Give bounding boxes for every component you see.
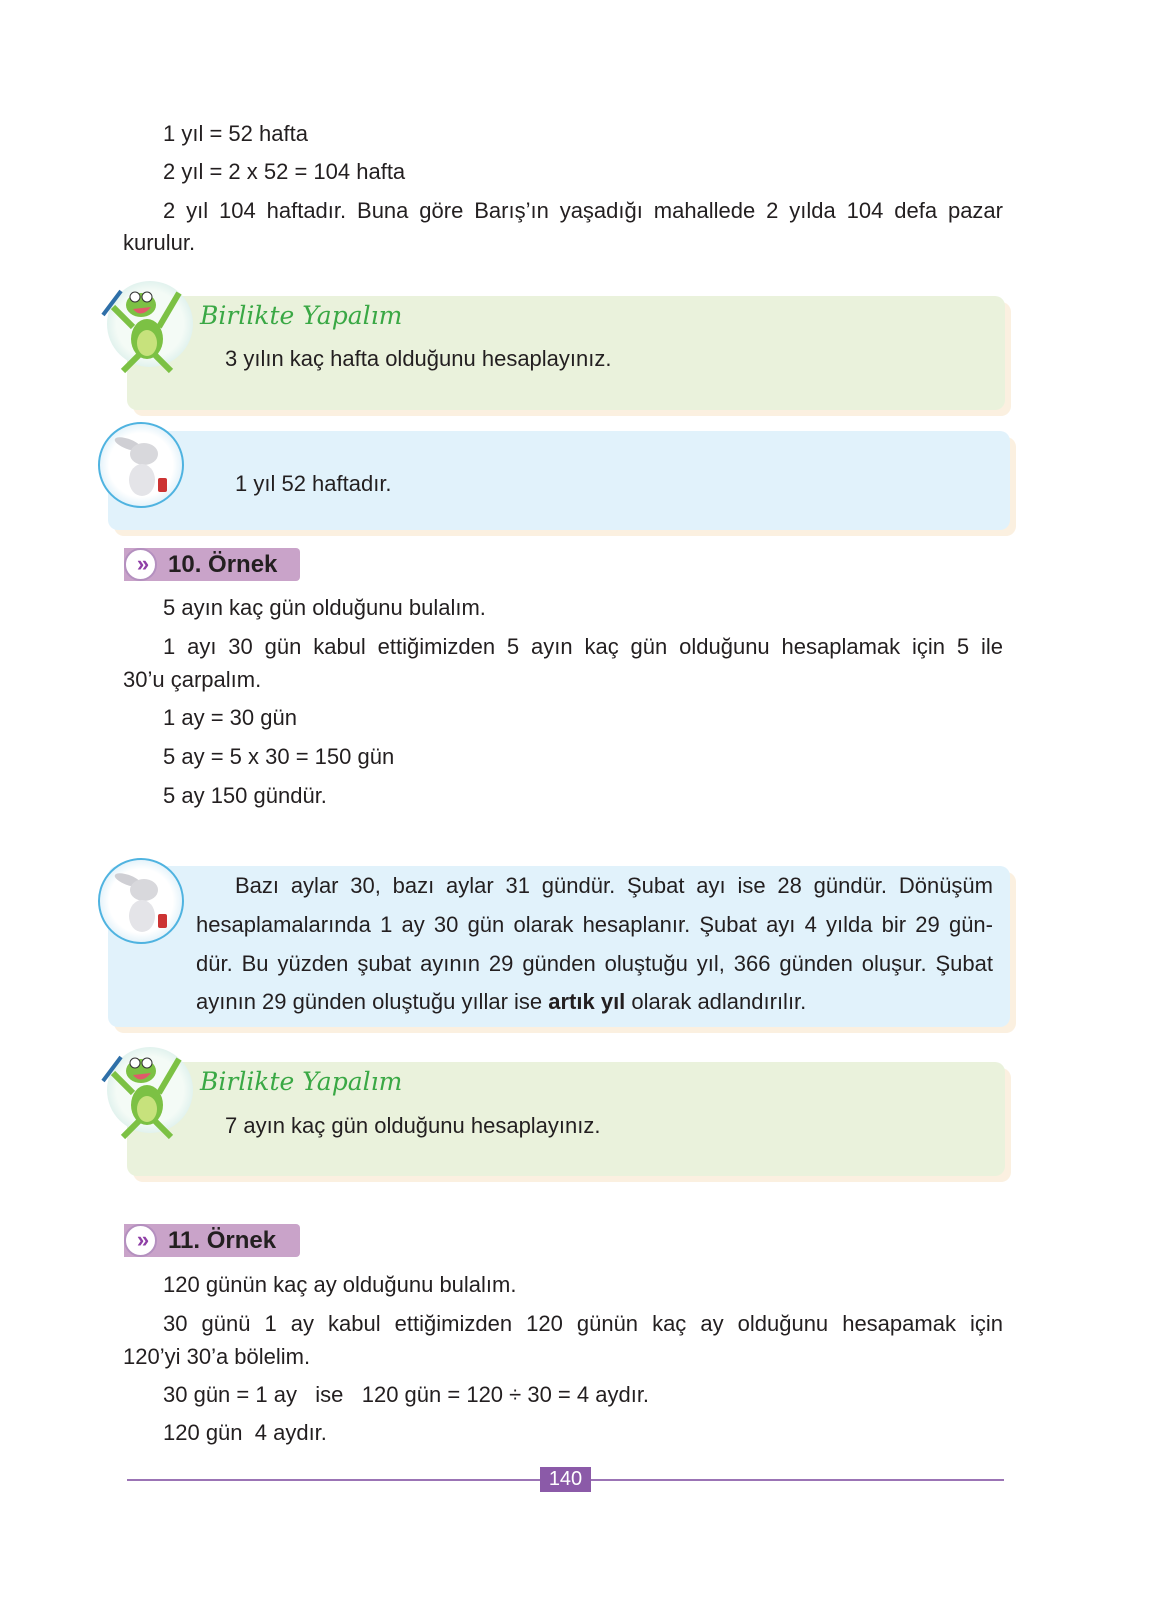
note-text: 1 yıl 52 haftadır.: [235, 471, 392, 496]
together-title: Birlikte Yapalım: [200, 301, 403, 330]
text-line: 30’u çarpalım.: [123, 667, 262, 692]
rabbit-mascot-icon: [98, 858, 184, 944]
example-badge: [124, 1224, 300, 1257]
text-line: 5 ay = 5 x 30 = 150 gün: [163, 744, 395, 769]
text-line: 2 yıl = 2 x 52 = 104 hafta: [163, 159, 406, 184]
note-line: dür. Bu yüzden şubat ayının 29 günden oluştuğu yıl, 366 günden oluşur. Şubat: [196, 951, 993, 976]
text-line: 1 yıl = 52 hafta: [163, 121, 308, 146]
note-text: ayının 29 günden oluştuğu yıllar ise: [196, 989, 549, 1014]
together-text: 7 ayın kaç gün olduğunu hesaplayınız.: [225, 1113, 601, 1138]
double-chevron-icon: »: [124, 1224, 157, 1257]
rabbit-mascot-icon: [98, 422, 184, 508]
text-line: 30 günü 1 ay kabul ettiğimizden 120 günün kaç ay olduğunu hesapamak için: [163, 1311, 1003, 1336]
together-text: 3 yılın kaç hafta olduğunu hesaplayınız.: [225, 346, 612, 371]
example-badge: [124, 548, 300, 581]
together-title: Birlikte Yapalım: [200, 1067, 403, 1096]
text-line: 2 yıl 104 haftadır. Buna göre Barış’ın yaşadığı mahallede 2 yılda 104 defa pazar: [163, 198, 1003, 223]
frog-mascot-icon: [107, 1047, 193, 1133]
frog-mascot-icon: [107, 281, 193, 367]
text-line: 1 ayı 30 gün kabul ettiğimizden 5 ayın kaç gün olduğunu hesaplamak için 5 ile: [163, 634, 1003, 659]
note-bold-term: artık yıl: [548, 989, 626, 1014]
text-line: 120 gün 4 aydır.: [163, 1420, 327, 1445]
double-chevron-icon: »: [124, 548, 157, 581]
text-line: 5 ayın kaç gün olduğunu bulalım.: [163, 595, 486, 620]
text-line: 5 ay 150 gündür.: [163, 783, 327, 808]
note-text: olarak adlandırılır.: [625, 989, 807, 1014]
page-number: 140: [540, 1467, 591, 1492]
note-line: [196, 989, 806, 1015]
example-title: 11. Örnek: [168, 1227, 277, 1254]
text-line: 30 gün = 1 ay ise 120 gün = 120 ÷ 30 = 4 aydır.: [163, 1382, 650, 1407]
text-line: 1 ay = 30 gün: [163, 705, 297, 730]
text-line: kurulur.: [123, 230, 196, 255]
note-line: Bazı aylar 30, bazı aylar 31 gündür. Şubat ayı ise 28 gündür. Dönüşüm: [235, 873, 993, 898]
note-line: hesaplamalarında 1 ay 30 gün olarak hesaplanır. Şubat ayı 4 yılda bir 29 gün-: [196, 912, 993, 937]
text-line: 120’yi 30’a bölelim.: [123, 1344, 311, 1369]
text-line: 120 günün kaç ay olduğunu bulalım.: [163, 1272, 517, 1297]
example-title: 10. Örnek: [168, 551, 278, 578]
